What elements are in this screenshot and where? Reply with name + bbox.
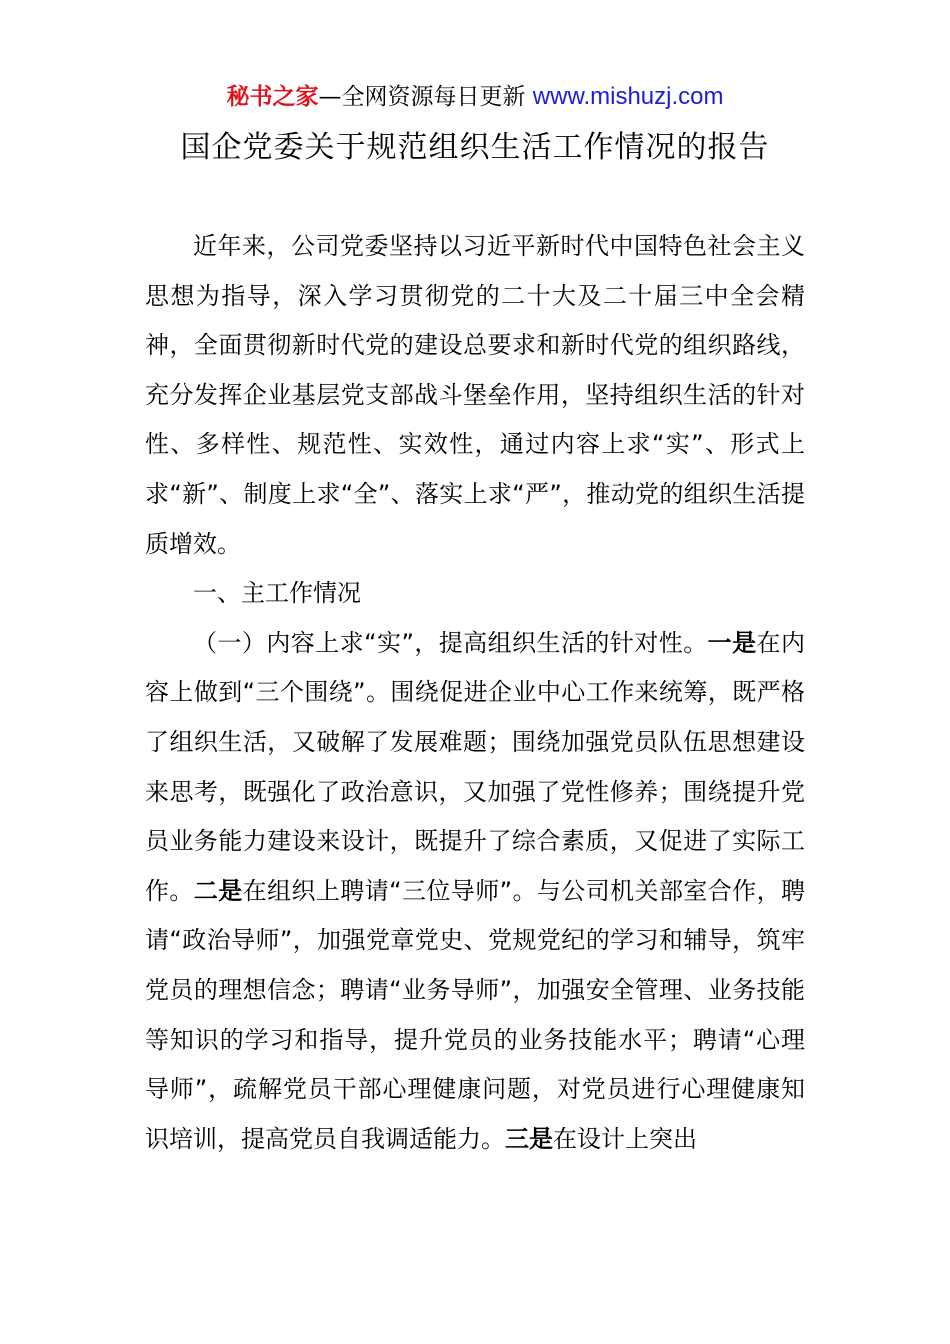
- site-url-link[interactable]: www.mishuzj.com: [532, 83, 724, 110]
- point-1-text: 在内容上做到“三个围绕”。围绕促进企业中心工作来统筹，既严格了组织生活，又破解了发展难题；围绕加强党员队伍思想建设来思考，既强化了政治意识，又加强了党性修养；围绕提升党员业务能力建设来设计，既提升了综合素质，又促进了实际工作。: [145, 628, 805, 905]
- intro-paragraph: 近年来，公司党委坚持以习近平新时代中国特色社会主义思想为指导，深入学习贯彻党的二十大及二十届三中全会精神，全面贯彻新时代党的建设总要求和新时代党的组织路线，充分发挥企业基层党支部战斗堡垒作用，坚持组织生活的针对性、多样性、规范性、实效性，通过内容上求“实”、形式上求“新”、制度上求“全”、落实上求“严”，推动党的组织生活提质增效。: [145, 232, 805, 558]
- brand-name: 秘书之家: [226, 84, 319, 110]
- subsection-heading: （一）内容上求“实”，提高组织生活的针对性。: [193, 628, 708, 657]
- point-3-label: 三是: [505, 1124, 553, 1153]
- point-2-label: 二是: [193, 876, 243, 905]
- subsection-paragraph: [145, 619, 805, 1165]
- site-header: [0, 80, 950, 114]
- section-heading: 一、主工作情况: [193, 579, 361, 608]
- header-tagline: —全网资源每日更新: [318, 84, 533, 110]
- document-body: [145, 222, 805, 1164]
- point-1-label: 一是: [707, 628, 757, 657]
- point-3-text: 在设计上突出: [553, 1124, 697, 1153]
- document-title: 国企党委关于规范组织生活工作情况的报告: [180, 130, 770, 165]
- point-2-text: 在组织上聘请“三位导师”。与公司机关部室合作，聘请“政治导师”，加强党章党史、党规党纪的学习和辅导，筑牢党员的理想信念；聘请“业务导师”，加强安全管理、业务技能等知识的学习和指导，提升党员的业务技能水平；聘请“心理导师”，疏解党员干部心理健康问题，对党员进行心理健康知识培训，提高党员自我调适能力。: [145, 876, 805, 1153]
